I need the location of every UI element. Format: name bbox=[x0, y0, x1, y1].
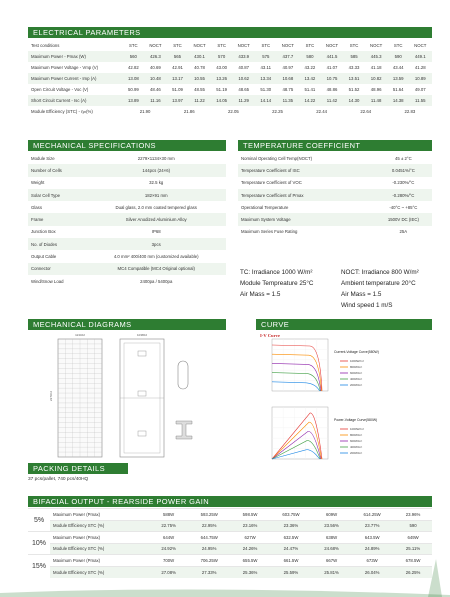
header-cell: NOCT bbox=[237, 43, 250, 48]
table-cell: 22.95% bbox=[187, 520, 231, 532]
table-cell: 21.90 bbox=[139, 109, 151, 114]
table-cell: 570 bbox=[211, 51, 232, 62]
table-cell: 49.07 bbox=[414, 87, 426, 92]
table-cell: 22.75% bbox=[150, 520, 187, 532]
table-cell: Maximum Power (Pmax) bbox=[50, 532, 150, 544]
spec-key: Number of Cells bbox=[28, 164, 86, 176]
table-cell: 24.47% bbox=[269, 543, 313, 555]
spec-row bbox=[28, 226, 226, 238]
spec-value: -40°C ~ +85°C bbox=[389, 204, 418, 210]
table-cell: 638W bbox=[313, 532, 350, 544]
spec-value: 144pcs (24×6) bbox=[86, 164, 226, 176]
table-cell: 11.35 bbox=[276, 95, 299, 106]
header-cell: STC bbox=[173, 43, 182, 48]
table-cell: 10.68 bbox=[276, 73, 299, 84]
table-cell: 48.46 bbox=[150, 87, 161, 92]
table-cell: 644W bbox=[150, 532, 187, 544]
table-cell: 21.86 bbox=[183, 109, 195, 114]
curve-header: CURVE bbox=[256, 319, 432, 330]
table-cell: 10.62 bbox=[232, 73, 255, 84]
table-cell: 26.25% bbox=[394, 566, 432, 578]
table-cell: 43.22 bbox=[304, 65, 316, 70]
spec-key: Operational Temperature bbox=[241, 204, 289, 210]
table-cell: 678.5W bbox=[394, 555, 432, 567]
spec-value: 2279×1134×30 mm bbox=[137, 155, 175, 161]
table-cell: Module Efficiency STC (%) bbox=[50, 520, 150, 532]
legend-label: 200W/m² bbox=[350, 383, 363, 388]
table-cell: 13.34 bbox=[255, 73, 276, 84]
legend-label: 1000W/m² bbox=[350, 359, 364, 364]
iv-chart bbox=[272, 339, 328, 391]
packing-header: PACKING DETAILS bbox=[28, 463, 128, 474]
diagrams-header: MECHANICAL DIAGRAMS bbox=[28, 319, 226, 330]
spec-row bbox=[238, 164, 432, 176]
pv-title: Power-Voltage Curve(580W) bbox=[334, 418, 378, 422]
spec-key: Output Cable bbox=[31, 254, 57, 260]
header-cell: STC bbox=[393, 43, 403, 48]
table-cell: 26.04% bbox=[350, 566, 394, 578]
table-cell: Module Efficiency STC (%) bbox=[50, 566, 150, 578]
table-cell: 632.5W bbox=[269, 532, 313, 544]
table-cell: 48.96 bbox=[370, 87, 382, 92]
table-cell: 560 bbox=[123, 51, 144, 62]
header-cell: NOCT bbox=[414, 43, 427, 48]
table-cell: 25.36% bbox=[231, 566, 269, 578]
panel-back-view bbox=[120, 339, 164, 457]
spec-key: Connector bbox=[28, 263, 86, 275]
table-row bbox=[28, 543, 432, 555]
spec-row bbox=[28, 250, 226, 262]
table-cell: 590 bbox=[388, 51, 409, 62]
table-row bbox=[28, 509, 432, 521]
panel-front-view bbox=[58, 339, 102, 457]
table-cell: 41.18 bbox=[370, 65, 382, 70]
table-row bbox=[28, 532, 432, 544]
spec-value: -0.280%/°C bbox=[375, 189, 432, 201]
table-cell: 14.38 bbox=[388, 95, 409, 106]
iv-legend bbox=[340, 359, 364, 387]
dim-top-label: 1134±2 bbox=[75, 333, 85, 337]
table-cell: Maximum Power Voltage - Vmp (V) bbox=[31, 65, 99, 70]
table-cell: 50.99 bbox=[127, 87, 139, 92]
table-cell: 23.96% bbox=[394, 509, 432, 521]
table-cell: 48.65 bbox=[238, 87, 250, 92]
noct-line: NOCT: Irradiance 800 W/m² bbox=[341, 269, 419, 276]
table-cell: Maximum Power Current - Imp (A) bbox=[28, 73, 123, 84]
table-row bbox=[28, 520, 432, 532]
spec-key: Temperature Coefficient of VOC bbox=[241, 180, 302, 186]
table-cell: 644.75W bbox=[187, 532, 231, 544]
table-cell: Module Efficiency (STC) - ηₘ(%) bbox=[31, 108, 93, 114]
spec-value: 32.5 kg bbox=[149, 180, 164, 186]
table-cell: 13.08 bbox=[123, 73, 144, 84]
spec-value: 45 ± 2°C bbox=[394, 155, 412, 161]
table-cell: 42.91 bbox=[172, 65, 183, 70]
table-cell: 23.56% bbox=[313, 520, 350, 532]
spec-key: Junction Box bbox=[31, 229, 56, 235]
spec-value: Dual glass, 2.0 mm coated tempered glass bbox=[115, 204, 197, 210]
table-cell: 51.19 bbox=[216, 87, 228, 92]
legend-label: 800W/m² bbox=[350, 433, 363, 438]
table-cell: 13.17 bbox=[167, 73, 188, 84]
spec-key: Frame bbox=[28, 213, 86, 225]
spec-value: -0.230%/°C bbox=[392, 180, 415, 186]
table-cell: Open Circuit Voltage - Voc (V) bbox=[31, 87, 89, 92]
table-cell: 43.33 bbox=[348, 65, 360, 70]
spec-row bbox=[238, 177, 432, 189]
table-cell: 445.3 bbox=[364, 51, 387, 62]
table-cell: 24.95% bbox=[187, 543, 231, 555]
iv-title: Current-Voltage Curve(580W) bbox=[334, 350, 379, 354]
table-cell: 27.33% bbox=[187, 566, 231, 578]
legend-label: 400W/m² bbox=[350, 377, 363, 382]
table-row bbox=[28, 95, 432, 106]
table-cell: 48.55 bbox=[194, 87, 205, 92]
stc-line: TC: Irradiance 1000 W/m² bbox=[240, 269, 313, 276]
table-row bbox=[28, 73, 432, 84]
table-cell: 25.59% bbox=[269, 566, 313, 578]
iv-heading: I-V Curve bbox=[260, 333, 280, 338]
table-cell: 627W bbox=[231, 532, 269, 544]
spec-value: 2400pa / 5400pa bbox=[140, 278, 173, 284]
header-cell: NOCT bbox=[149, 43, 162, 48]
legend-label: 600W/m² bbox=[350, 439, 363, 444]
spec-row bbox=[28, 263, 226, 275]
table-cell: 14.05 bbox=[211, 95, 232, 106]
header-cell: NOCT bbox=[325, 43, 339, 48]
table-cell: 40.69 bbox=[150, 65, 161, 70]
table-cell: 24.26% bbox=[231, 543, 269, 555]
spec-row bbox=[28, 164, 226, 176]
table-cell: 700W bbox=[150, 555, 187, 567]
header-cell: Test conditions bbox=[31, 43, 60, 48]
table-row bbox=[28, 84, 432, 95]
table-cell: Maximum Power - Pmax (W) bbox=[28, 51, 123, 62]
table-cell: 13.59 bbox=[388, 73, 409, 84]
table-cell: 13.97 bbox=[167, 95, 188, 106]
table-cell: 43.44 bbox=[392, 65, 404, 70]
header-cell: NOCT bbox=[370, 43, 383, 48]
table-cell: 661.5W bbox=[269, 555, 313, 567]
electrical-table bbox=[28, 40, 432, 117]
table-cell: 593.25W bbox=[187, 509, 231, 521]
table-cell: 667W bbox=[313, 555, 350, 567]
efficiency-row bbox=[28, 106, 432, 117]
spec-key: Temperature Coefficient of Pmax bbox=[238, 189, 375, 201]
table-cell: 10.48 bbox=[144, 73, 167, 84]
table-cell: 441.5 bbox=[320, 51, 343, 62]
noct-line: Wind speed 1 m/S bbox=[341, 302, 393, 309]
table-cell: 11.48 bbox=[364, 95, 387, 106]
electrical-header: ELECTRICAL PARAMETERS bbox=[28, 27, 432, 38]
table-cell: 598.5W bbox=[231, 509, 269, 521]
table-cell: 41.28 bbox=[414, 65, 426, 70]
table-cell: 590 bbox=[394, 520, 432, 532]
header-cell: NOCT bbox=[193, 43, 206, 48]
table-cell: 43.00 bbox=[216, 65, 228, 70]
spec-key: Maximum System Voltage bbox=[238, 213, 375, 225]
table-header-row bbox=[28, 40, 432, 51]
spec-key: Nominal Operating Cell Temp(NOCT) bbox=[241, 155, 313, 161]
packing-text: 37 pcs/pallet, 740 pcs/40HQ bbox=[28, 477, 89, 482]
table-cell: 40.78 bbox=[194, 65, 205, 70]
table-cell: 51.30 bbox=[260, 87, 272, 92]
table-cell: Maximum Power (Pmax) bbox=[50, 509, 150, 521]
table-cell: 27.08% bbox=[150, 566, 187, 578]
table-cell: 51.52 bbox=[348, 87, 360, 92]
temperature-header: TEMPERATURE COEFFICIENT bbox=[238, 140, 432, 151]
table-cell: 41.07 bbox=[326, 65, 338, 70]
spec-row bbox=[28, 189, 226, 201]
pv-chart bbox=[272, 407, 328, 459]
table-cell: 13.51 bbox=[344, 73, 365, 84]
table-cell: 51.64 bbox=[392, 87, 404, 92]
table-cell: 673W bbox=[350, 555, 394, 567]
table-cell: 22.64 bbox=[360, 109, 372, 114]
spec-row bbox=[238, 201, 432, 213]
table-cell: 433.9 bbox=[232, 51, 255, 62]
mechanical-table bbox=[28, 152, 226, 287]
stc-conditions bbox=[240, 267, 313, 300]
spec-row bbox=[28, 238, 226, 250]
table-cell: 22.83 bbox=[404, 109, 416, 114]
legend-label: 1000W/m² bbox=[350, 427, 364, 432]
table-cell: 14.22 bbox=[300, 95, 321, 106]
table-cell: 603.75W bbox=[269, 509, 313, 521]
spec-row bbox=[28, 152, 226, 164]
spec-key: Weight bbox=[31, 180, 45, 186]
dim-inner-label: 1038±2 bbox=[137, 333, 147, 337]
spec-key: No. of Diodes bbox=[28, 238, 86, 250]
table-cell: 655.5W bbox=[231, 555, 269, 567]
header-cell: STC bbox=[217, 43, 226, 48]
spec-value: 25A bbox=[399, 229, 408, 235]
table-cell: 588W bbox=[150, 509, 187, 521]
table-cell: 643.5W bbox=[350, 532, 394, 544]
table-cell: 585 bbox=[344, 51, 365, 62]
spec-value: 3pcs bbox=[86, 238, 226, 250]
bifacial-header: BIFACIAL OUTPUT - REARSIDE POWER GAIN bbox=[28, 496, 432, 507]
header-cell: STC bbox=[349, 43, 359, 48]
section-detail bbox=[176, 361, 192, 439]
table-cell: 23.16% bbox=[231, 520, 269, 532]
spec-value: 1500V DC (IEC) bbox=[375, 213, 432, 225]
spec-key: Solar Cell Type bbox=[28, 189, 86, 201]
table-cell: 10.89 bbox=[409, 73, 432, 84]
table-cell: 22.25 bbox=[272, 109, 283, 114]
spec-value: Silver Anodized Aluminium Alloy bbox=[86, 213, 226, 225]
mechanical-header: MECHANICAL SPECIFICATIONS bbox=[28, 140, 226, 151]
table-cell: 11.55 bbox=[409, 95, 432, 106]
table-cell: 706.25W bbox=[187, 555, 231, 567]
spec-key: Temperature Coefficient of ISC bbox=[238, 164, 375, 176]
table-cell: 23.77% bbox=[350, 520, 394, 532]
table-cell: 24.68% bbox=[313, 543, 350, 555]
table-row bbox=[28, 51, 432, 62]
table-cell: 43.11 bbox=[260, 65, 271, 70]
table-cell: 40.97 bbox=[282, 65, 294, 70]
table-cell: 430.1 bbox=[188, 51, 211, 62]
table-cell: 22.44 bbox=[316, 109, 328, 114]
footer-decoration bbox=[0, 557, 450, 597]
table-cell: 24.92% bbox=[150, 543, 187, 555]
spec-row bbox=[238, 189, 432, 201]
table-cell: Maximum Power (Pmax) bbox=[50, 555, 150, 567]
table-cell: 13.26 bbox=[211, 73, 232, 84]
spec-key: Glass bbox=[31, 204, 42, 210]
dim-height-label: 2279±2 bbox=[49, 391, 53, 401]
mechanical-diagram bbox=[28, 331, 226, 463]
table-cell: 22.05 bbox=[227, 109, 239, 114]
table-cell: 25.81% bbox=[313, 566, 350, 578]
spec-row bbox=[238, 152, 432, 164]
table-cell: 24.89% bbox=[350, 543, 394, 555]
table-cell: 609W bbox=[313, 509, 350, 521]
legend-label: 800W/m² bbox=[350, 365, 363, 370]
header-cell: STC bbox=[129, 43, 138, 48]
spec-value: 182×91 mm bbox=[86, 189, 226, 201]
curve-charts bbox=[256, 331, 430, 471]
noct-line: Ambient temperature 20°C bbox=[341, 280, 416, 287]
table-cell: 48.75 bbox=[282, 87, 294, 92]
table-cell: 25.11% bbox=[394, 543, 432, 555]
stc-line: Air Mass = 1.5 bbox=[240, 291, 281, 298]
spec-row bbox=[28, 201, 226, 213]
table-cell: Short Circuit Current - Isc (A) bbox=[28, 95, 123, 106]
gain-percent: 5% bbox=[28, 509, 50, 532]
table-cell: 23.36% bbox=[269, 520, 313, 532]
table-cell: 13.89 bbox=[123, 95, 144, 106]
gain-percent: 10% bbox=[28, 532, 50, 555]
legend-label: 200W/m² bbox=[350, 451, 363, 456]
table-cell: 14.14 bbox=[255, 95, 276, 106]
spec-value: 0.0451%/°C bbox=[375, 164, 432, 176]
table-cell: 10.55 bbox=[188, 73, 211, 84]
pv-legend bbox=[340, 427, 364, 455]
table-cell: 11.29 bbox=[232, 95, 255, 106]
table-cell: Module Efficiency STC (%) bbox=[50, 543, 150, 555]
table-cell: 426.3 bbox=[144, 51, 167, 62]
header-cell: STC bbox=[261, 43, 271, 48]
spec-value: 4.0 mm² 400/400 mm (customized available) bbox=[113, 254, 199, 260]
noct-line: Air Mass = 1.5 bbox=[341, 291, 382, 298]
spec-row bbox=[238, 226, 432, 238]
table-cell: 580 bbox=[300, 51, 321, 62]
table-cell: 42.82 bbox=[127, 65, 139, 70]
table-cell: 40.87 bbox=[238, 65, 250, 70]
spec-row bbox=[28, 275, 226, 287]
table-cell: 449.1 bbox=[409, 51, 432, 62]
header-cell: STC bbox=[305, 43, 315, 48]
spec-row bbox=[28, 213, 226, 225]
table-cell: 51.09 bbox=[172, 87, 183, 92]
table-cell: 11.22 bbox=[188, 95, 211, 106]
table-cell: 649W bbox=[394, 532, 432, 544]
table-cell: 575 bbox=[255, 51, 276, 62]
legend-label: 400W/m² bbox=[350, 445, 363, 450]
table-cell: 11.16 bbox=[144, 95, 167, 106]
spec-key: Module Size bbox=[31, 155, 55, 161]
spec-key: Wind/Snow Load bbox=[31, 278, 64, 284]
gain-percent: 15% bbox=[28, 555, 50, 578]
temperature-table bbox=[238, 152, 432, 238]
spec-key: Maximum Series Fuse Rating bbox=[241, 229, 298, 235]
legend-label: 600W/m² bbox=[350, 371, 363, 376]
table-cell: 10.75 bbox=[320, 73, 343, 84]
spec-row bbox=[238, 213, 432, 225]
table-cell: 48.86 bbox=[326, 87, 338, 92]
noct-conditions bbox=[341, 267, 419, 311]
spec-value: MC4 Compatible (MC4 Original optional) bbox=[86, 263, 226, 275]
header-cell: NOCT bbox=[281, 43, 294, 48]
table-cell: 11.42 bbox=[320, 95, 343, 106]
table-cell: 14.30 bbox=[344, 95, 365, 106]
spec-row bbox=[28, 177, 226, 189]
table-cell: 10.82 bbox=[364, 73, 387, 84]
table-row bbox=[28, 62, 432, 73]
stc-line: Module Tempreature 25°C bbox=[240, 280, 314, 287]
table-cell: 13.42 bbox=[300, 73, 321, 84]
spec-value: IP68 bbox=[151, 229, 161, 235]
table-cell: 437.7 bbox=[276, 51, 299, 62]
table-cell: 614.25W bbox=[350, 509, 394, 521]
table-cell: 565 bbox=[167, 51, 188, 62]
table-cell: 51.41 bbox=[304, 87, 316, 92]
